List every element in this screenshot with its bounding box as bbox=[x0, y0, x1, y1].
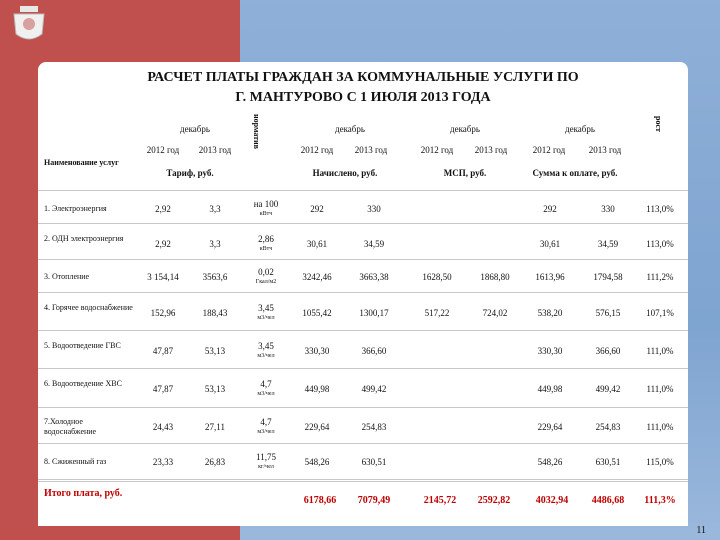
cell-c12: 3242,46 bbox=[302, 272, 332, 282]
cell-norm: 4,7 bbox=[260, 379, 272, 389]
cell-c12: 292 bbox=[310, 204, 324, 214]
cell-t12: 47,87 bbox=[152, 345, 174, 356]
row-label: 2. ОДН электроэнергия bbox=[44, 234, 124, 243]
cell-m13: 1868,80 bbox=[480, 272, 510, 282]
cell-norm: 2,86 bbox=[258, 234, 274, 244]
cell-t13: 27,11 bbox=[205, 421, 225, 432]
cell-norm: 4,7 bbox=[260, 416, 272, 427]
row-divider bbox=[38, 368, 688, 369]
cell-p13: 330 bbox=[601, 204, 615, 214]
cell-norm-unit: м3/чел bbox=[257, 428, 275, 435]
cell-t12: 3 154,14 bbox=[147, 272, 179, 282]
cell-norm-unit: м3/чел bbox=[257, 391, 275, 397]
cell-p13: 366,60 bbox=[595, 345, 621, 356]
coat-of-arms-icon bbox=[6, 4, 52, 44]
total-divider bbox=[38, 481, 688, 482]
total-charged-2012: 6178,66 bbox=[303, 495, 337, 506]
cell-p12: 30,61 bbox=[539, 239, 561, 249]
cell-m12: 1628,50 bbox=[422, 272, 452, 282]
cell-g: 113,0% bbox=[646, 239, 674, 249]
cell-norm: 11,75 bbox=[256, 452, 276, 462]
cell-p12: 538,20 bbox=[537, 308, 563, 318]
cell-norm-unit: м3/чел bbox=[257, 315, 275, 321]
header-year-2013-charged: 2013 год bbox=[354, 145, 388, 155]
header-month-pay: декабрь bbox=[565, 124, 595, 134]
cell-c13: 366,60 bbox=[361, 345, 387, 356]
cell-c13: 3663,38 bbox=[359, 272, 389, 282]
cell-t13: 3,3 bbox=[209, 239, 221, 249]
total-growth: 111,3% bbox=[644, 495, 676, 506]
row-label: 3. Отопление bbox=[44, 272, 90, 281]
total-label: Итого плата, руб. bbox=[44, 488, 123, 499]
header-year-2012-charged: 2012 год bbox=[300, 145, 334, 155]
cell-p13: 630,51 bbox=[595, 457, 621, 467]
cell-g: 107,1% bbox=[646, 308, 674, 318]
row-divider bbox=[38, 292, 688, 293]
header-month-tariff: декабрь bbox=[180, 124, 210, 134]
cell-c12: 1055,42 bbox=[302, 308, 332, 318]
cell-p12: 548,26 bbox=[537, 457, 563, 467]
header-year-2012-tariff: 2012 год bbox=[146, 145, 180, 155]
cell-t12: 2,92 bbox=[155, 239, 171, 249]
total-pay-2013: 4486,68 bbox=[591, 495, 625, 506]
cell-p13: 499,42 bbox=[595, 384, 621, 394]
cell-t13: 3,3 bbox=[209, 204, 221, 214]
row-label: 6. Водоотведение ХВС bbox=[44, 379, 122, 388]
row-label: 8. Сжиженный газ bbox=[44, 457, 107, 466]
header-norm: норматив bbox=[252, 114, 261, 149]
cell-p12: 229,64 bbox=[537, 421, 563, 432]
cell-p12: 1613,96 bbox=[535, 272, 565, 282]
row-label: 4. Горячее водоснабжение bbox=[44, 303, 133, 312]
title-line-1: РАСЧЕТ ПЛАТЫ ГРАЖДАН ЗА КОММУНАЛЬНЫЕ УСЛУГИ ПО bbox=[147, 70, 579, 85]
header-to-pay: Сумма к оплате, руб. bbox=[532, 168, 618, 178]
cell-c12: 330,30 bbox=[304, 345, 330, 356]
row-divider bbox=[38, 407, 688, 408]
header-charged: Начислено, руб. bbox=[312, 168, 378, 178]
cell-p12: 449,98 bbox=[537, 384, 563, 394]
header-year-2012-msp: 2012 год bbox=[420, 145, 454, 155]
cell-c13: 630,51 bbox=[361, 457, 387, 467]
row-divider bbox=[38, 443, 688, 444]
row-label: 1. Электроэнергия bbox=[44, 204, 107, 213]
cell-norm: на 100 bbox=[253, 199, 279, 209]
cell-c13: 499,42 bbox=[361, 384, 387, 394]
cell-c12: 548,26 bbox=[304, 457, 330, 467]
cell-t12: 47,87 bbox=[152, 384, 174, 394]
cell-g: 115,0% bbox=[646, 457, 674, 467]
cell-norm-unit: Гкал/м2 bbox=[255, 279, 277, 285]
cell-t12: 2,92 bbox=[155, 204, 171, 214]
cell-t13: 53,13 bbox=[204, 345, 226, 356]
cell-norm: 3,45 bbox=[258, 340, 274, 351]
cell-g: 111,2% bbox=[646, 272, 674, 282]
total-msp-2012: 2145,72 bbox=[423, 495, 457, 506]
cell-t13: 188,43 bbox=[202, 308, 228, 318]
cell-c13: 330 bbox=[367, 204, 381, 214]
row-divider bbox=[38, 330, 688, 331]
header-service-name: Наименование услуг bbox=[44, 158, 119, 167]
row-divider bbox=[38, 479, 688, 480]
cell-norm-unit: кВтч bbox=[259, 246, 273, 252]
total-msp-2013: 2592,82 bbox=[477, 495, 511, 506]
cell-g: 111,0% bbox=[646, 421, 674, 432]
row-label: 5. Водоотведение ГВС bbox=[44, 340, 121, 350]
page-title bbox=[38, 68, 688, 108]
header-year-2013-tariff: 2013 год bbox=[198, 145, 232, 155]
cell-t13: 26,83 bbox=[204, 457, 226, 467]
header-year-2013-msp: 2013 год bbox=[474, 145, 508, 155]
header-year-2013-pay: 2013 год bbox=[588, 145, 622, 155]
cell-p12: 330,30 bbox=[537, 345, 563, 356]
cell-p13: 576,15 bbox=[595, 308, 621, 318]
cell-c12: 30,61 bbox=[306, 239, 328, 249]
row-divider bbox=[38, 259, 688, 260]
cell-p12: 292 bbox=[543, 204, 557, 214]
cell-c13: 34,59 bbox=[363, 239, 385, 249]
cell-norm-unit: м3/чел bbox=[257, 352, 275, 359]
cell-g: 113,0% bbox=[646, 204, 674, 214]
row-label: 7.Холодное водоснабжение bbox=[44, 416, 97, 436]
cell-c13: 254,83 bbox=[361, 421, 387, 432]
cell-norm-unit: кг/чел bbox=[258, 464, 274, 470]
cell-g: 111,0% bbox=[646, 345, 674, 356]
cell-p13: 34,59 bbox=[597, 239, 619, 249]
cell-norm: 3,45 bbox=[258, 303, 274, 313]
cell-norm: 0,02 bbox=[258, 267, 274, 277]
header-month-msp: декабрь bbox=[450, 124, 480, 134]
header-year-2012-pay: 2012 год bbox=[532, 145, 566, 155]
total-pay-2012: 4032,94 bbox=[535, 495, 569, 506]
cell-t13: 53,13 bbox=[204, 384, 226, 394]
cell-norm-unit: кВтч bbox=[259, 211, 273, 217]
cell-p13: 1794,58 bbox=[593, 272, 623, 282]
cell-c12: 449,98 bbox=[304, 384, 330, 394]
cell-t12: 23,33 bbox=[152, 457, 174, 467]
header-tariff: Тариф, руб. bbox=[166, 168, 214, 178]
cell-t13: 3563,6 bbox=[202, 272, 228, 282]
row-divider bbox=[38, 223, 688, 224]
header-growth: рост bbox=[654, 116, 663, 132]
cell-p13: 254,83 bbox=[595, 421, 621, 432]
cell-g: 111,0% bbox=[646, 384, 674, 394]
cell-c12: 229,64 bbox=[304, 421, 330, 432]
cell-m13: 724,02 bbox=[482, 308, 508, 318]
cell-t12: 152,96 bbox=[150, 308, 176, 318]
title-line-2: Г. МАНТУРОВО С 1 ИЮЛЯ 2013 ГОДА bbox=[235, 90, 491, 105]
total-charged-2013: 7079,49 bbox=[357, 495, 391, 506]
page-number: 11 bbox=[696, 525, 706, 536]
header-month-charged: декабрь bbox=[335, 124, 365, 134]
header-msp: МСП, руб. bbox=[443, 168, 487, 178]
cell-m12: 517,22 bbox=[424, 308, 450, 318]
cell-c13: 1300,17 bbox=[359, 308, 389, 318]
cell-t12: 24,43 bbox=[152, 421, 174, 432]
header-divider bbox=[38, 190, 688, 191]
